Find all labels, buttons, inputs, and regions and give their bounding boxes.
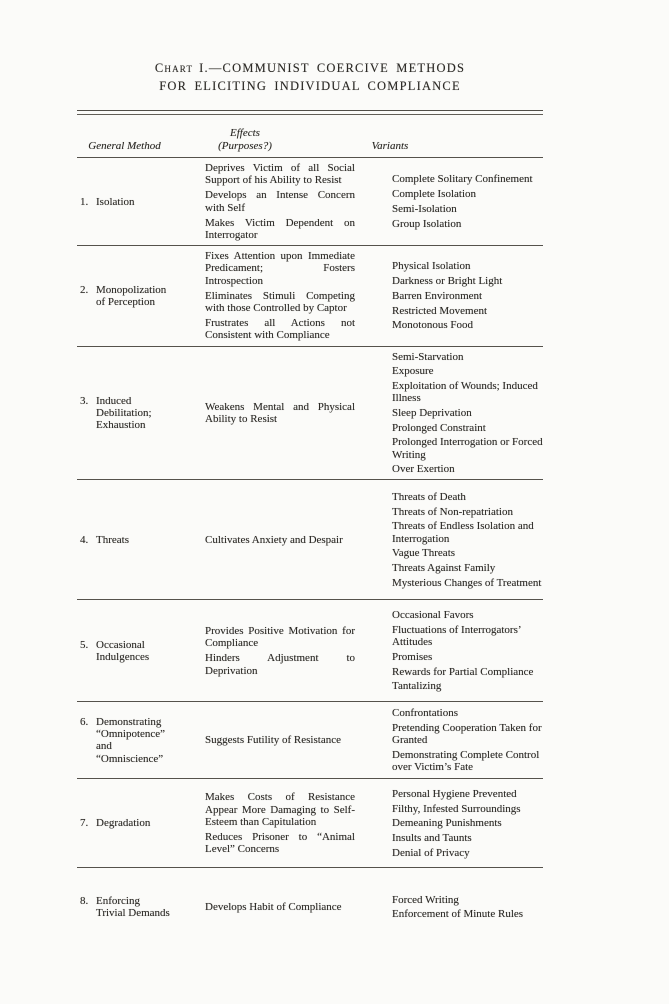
method-name: Degradation [96,817,151,830]
variant-item: Threats Against Family [392,562,496,575]
column-header-variants: Variants [371,139,409,152]
table-row-threats [77,479,543,599]
effect-item: Suggests Futility of Resistance [205,734,341,747]
chart-title-label: Chart [154,61,194,75]
effect-item: Makes Costs of Resistance Appear More Damaging to Self-Esteem than Capitulation [205,791,355,828]
method-number: 2. [80,283,89,296]
effect-item: Provides Positive Motivation for Compliance [205,625,355,650]
effect-item: Fixes Attention upon Immediate Predicament; Fosters Introspection [205,250,355,287]
variant-item: Complete Solitary Confinement [392,173,533,186]
table-header-row [0,121,669,155]
variant-item: Pretending Cooperation Taken for Granted [392,722,542,747]
method-cell [77,639,172,663]
effect-item: Develops an Intense Concern with Self [205,189,355,214]
variant-item: Mysterious Changes of Treatment [392,576,542,589]
variant-item: Exposure [392,365,434,378]
variant-item: Barren Environment [392,289,483,302]
chart-title-text: I.—COMMUNIST COERCIVE METHODS [199,61,466,75]
method-number: 1. [80,195,89,208]
method-cell [77,284,172,308]
variant-item: Prolonged Interrogation or Forced Writing [392,436,543,461]
variant-item: Exploitation of Wounds; Induced Illness [392,380,538,405]
effects-cell [205,901,355,913]
method-cell [77,817,172,829]
variant-item: Demeaning Punishments [392,817,502,830]
method-number: 8. [80,894,89,907]
variant-item: Enforcement of Minute Rules [392,908,524,921]
variant-item: Over Exertion [392,463,455,476]
variant-item: Vague Threats [392,547,456,560]
variant-item: Complete Isolation [392,188,477,201]
effect-item: Eliminates Stimuli Competing with those Controlled by Captor [205,289,355,315]
method-cell [77,716,172,765]
variants-cell [392,609,544,692]
method-cell [77,534,172,546]
variant-item: Threats of Non-repatriation [392,505,513,518]
variant-item: Confrontations [392,707,458,720]
table-row-degradation [77,778,543,867]
variant-item: Insults and Taunts [392,832,472,845]
table-row-monopolization [77,245,543,345]
variant-item: Threats of Endless Isolation and Interrogation [392,520,534,545]
method-name: Enforcing Trivial Demands [96,894,170,919]
variant-item: Prolonged Constraint [392,421,486,434]
variant-item: Semi-Starvation [392,350,464,363]
column-header-effects-line2: (Purposes?) [218,139,272,152]
variant-item: Occasional Favors [392,609,474,622]
effect-item: Hinders Adjustment to Deprivation [205,652,355,677]
variants-cell [392,707,544,773]
method-cell [77,895,172,919]
variants-cell [392,351,544,476]
chart-title-line2: FOR ELICITING INDIVIDUAL COMPLIANCE [159,78,461,93]
variant-item: Tantalizing [392,680,442,693]
double-rule [77,110,543,115]
variant-item: Promises [392,650,433,663]
method-name: Demonstrating “Omnipotence” and “Omniscience” [96,716,166,765]
column-header-method: General Method [88,139,161,152]
effect-item: Deprives Victim of all Social Support of his Ability to Resist [205,162,355,187]
table-row-omnipotence [77,701,543,778]
variant-item: Physical Isolation [392,260,471,273]
variant-item: Threats of Death [392,491,466,503]
variant-item: Darkness or Bright Light [392,275,503,288]
method-number: 4. [80,533,89,546]
column-header-effects-line1: Effects [230,127,260,139]
variant-item: Rewards for Partial Compliance [392,665,534,678]
effects-cell [205,250,355,341]
table-row-isolation [77,157,543,245]
effects-cell [205,162,355,241]
variants-cell [392,260,544,331]
method-name: Induced Debilitation; Exhaustion [96,394,152,432]
effect-item: Makes Victim Dependent on Interrogator [205,216,355,242]
effect-item: Cultivates Anxiety and Despair [205,533,343,546]
effects-cell [205,734,355,746]
method-number: 3. [80,394,89,407]
variants-cell [392,894,544,921]
effect-item: Develops Habit of Compliance [205,900,342,913]
chart-title-line1 [77,60,543,78]
variant-item: Sleep Deprivation [392,406,472,419]
method-number: 6. [80,716,89,729]
variant-item: Filthy, Infested Surroundings [392,802,521,815]
effects-cell [205,625,355,677]
variant-item: Monotonous Food [392,319,473,332]
method-cell [77,395,172,432]
variant-item: Forced Writing [392,893,459,906]
chart-title [77,60,543,95]
table-row-indulgences [77,599,543,701]
variant-item: Fluctuations of Interrogators’ Attitudes [392,624,521,649]
variants-cell [392,788,544,859]
method-cell [77,196,172,208]
variant-item: Restricted Movement [392,304,488,317]
effect-item: Frustrates all Actions not Consistent with Compliance [205,317,355,342]
variant-item: Personal Hygiene Prevented [392,787,517,800]
variant-item: Group Isolation [392,217,462,230]
coercion-table-body [77,157,543,945]
effects-cell [205,534,355,546]
column-header-effects [180,127,310,152]
effects-cell [205,401,355,425]
effect-item: Weakens Mental and Physical Ability to Resist [205,400,355,426]
method-name: Isolation [96,195,135,208]
variants-cell [392,173,544,229]
method-number: 5. [80,638,89,651]
variant-item: Semi-Isolation [392,202,457,215]
method-number: 7. [80,817,89,830]
method-name: Occasional Indulgences [96,638,150,663]
effect-item: Reduces Prisoner to “Animal Level” Concerns [205,831,355,856]
table-row-debilitation [77,346,543,480]
variant-item: Denial of Privacy [392,846,470,859]
method-name: Threats [96,533,129,546]
effects-cell [205,791,355,855]
variants-cell [392,491,544,589]
table-row-trivial-demands [77,867,543,945]
variant-item: Demonstrating Complete Control over Victim’s Fate [392,749,540,774]
method-name: Monopolization of Perception [96,283,167,308]
